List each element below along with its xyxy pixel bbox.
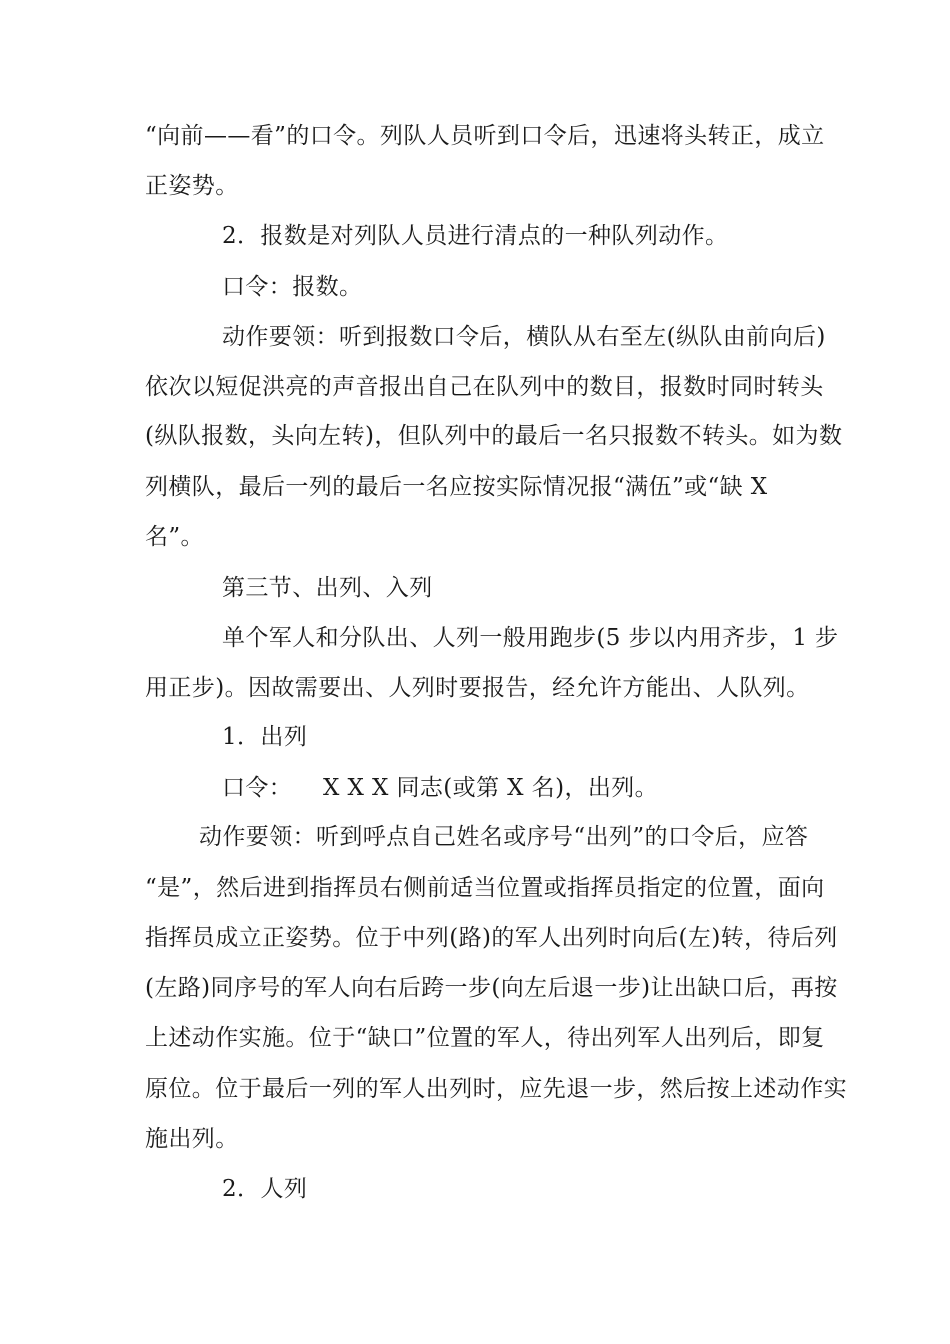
section-heading: 第三节、出列、入列: [222, 575, 433, 601]
paragraph-line: 动作要领：听到报数口令后，横队从右至左(纵队由前向后): [222, 324, 826, 350]
paragraph-line: 施出列。: [145, 1126, 239, 1152]
paragraph-line: 上述动作实施。位于“缺口”位置的军人，待出列军人出列后，即复: [145, 1025, 825, 1051]
paragraph-line: 列横队，最后一列的最后一名应按实际情况报“满伍”或“缺 X: [145, 474, 768, 500]
subheading: 1．出列: [222, 724, 308, 750]
paragraph-line: 口令： X X X 同志(或第 X 名)，出列。: [222, 775, 659, 801]
paragraph-line: 单个军人和分队出、人列一般用跑步(5 步以内用齐步，1 步: [222, 625, 839, 651]
paragraph-line: 依次以短促洪亮的声音报出自己在队列中的数目，报数时同时转头: [145, 374, 824, 400]
paragraph-line: 正姿势。: [145, 173, 239, 199]
paragraph-line: (左路)同序号的军人向右后跨一步(向左后退一步)让出缺口后，再按: [145, 975, 838, 1001]
paragraph-line: 2．报数是对列队人员进行清点的一种队列动作。: [222, 223, 729, 249]
paragraph-line: 原位。位于最后一列的军人出列时，应先退一步，然后按上述动作实: [145, 1076, 847, 1102]
subheading: 2．人列: [222, 1176, 308, 1202]
paragraph-line: 指挥员成立正姿势。位于中列(路)的军人出列时向后(左)转，待后列: [145, 925, 838, 951]
paragraph-line: 名”。: [145, 524, 204, 550]
paragraph-line: (纵队报数，头向左转)，但队列中的最后一名只报数不转头。如为数: [145, 423, 843, 449]
paragraph-line: 用正步)。因故需要出、人列时要报告，经允许方能出、人队列。: [145, 675, 810, 701]
paragraph-line: 动作要领：听到呼点自己姓名或序号“出列”的口令后，应答: [199, 824, 809, 850]
paragraph-line: “是”，然后进到指挥员右侧前适当位置或指挥员指定的位置，面向: [145, 875, 825, 901]
paragraph-line: “向前——看”的口令。列队人员听到口令后，迅速将头转正，成立: [145, 123, 825, 149]
paragraph-line: 口令：报数。: [222, 274, 363, 300]
